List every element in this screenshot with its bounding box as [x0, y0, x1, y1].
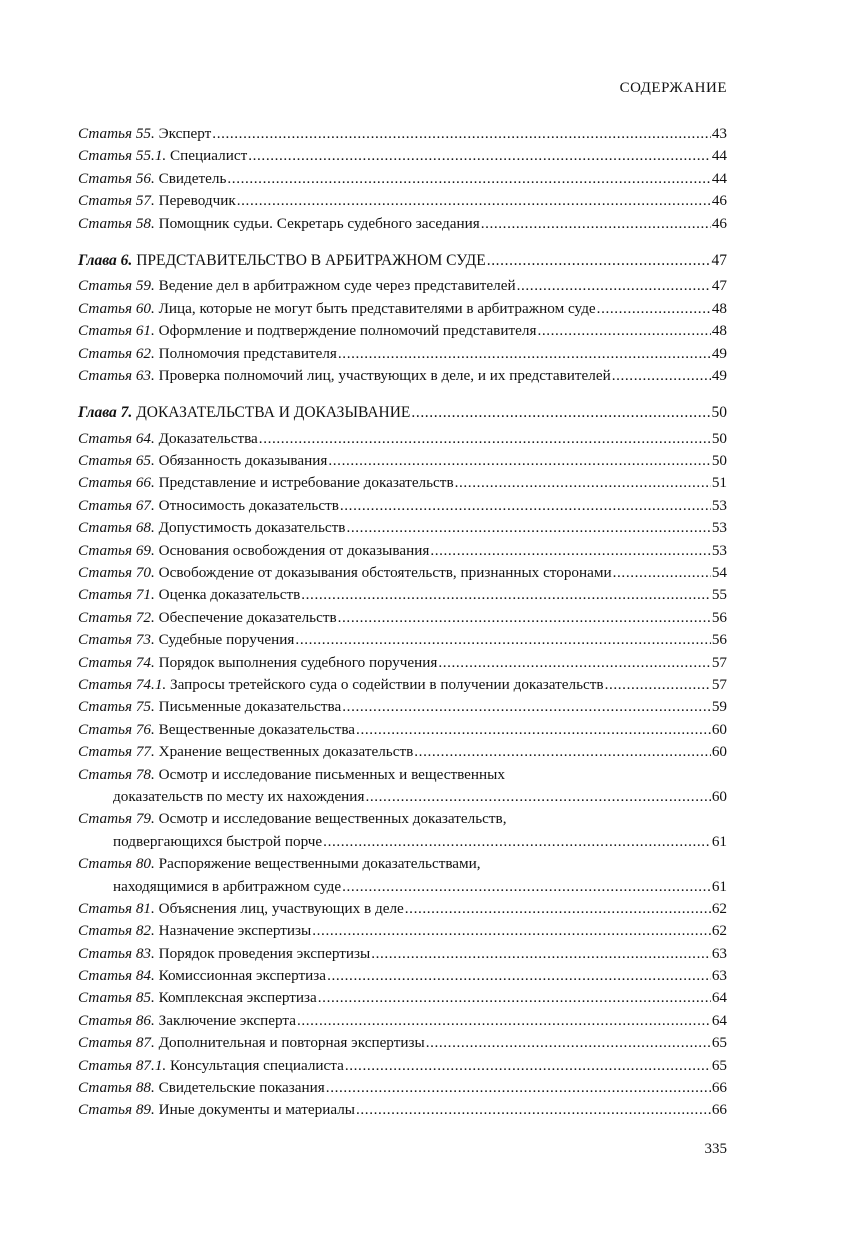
article-title: Назначение экспертизы: [158, 922, 312, 940]
article-number: Статья 59.: [78, 277, 155, 295]
article-number: Статья 56.: [78, 169, 155, 187]
toc-entry: [78, 343, 727, 365]
dot-leader: [340, 495, 711, 517]
article-title: Основания освобождения от доказывания: [158, 541, 430, 559]
page-ref: 59: [711, 698, 727, 716]
chapter-number: Глава 7.: [78, 404, 133, 422]
page-ref: 65: [711, 1056, 727, 1074]
page-ref: 48: [711, 299, 727, 317]
article-number: Статья 62.: [78, 344, 155, 362]
article-number: Статья 73.: [78, 631, 155, 649]
dot-leader: [426, 1032, 711, 1054]
dot-leader: [605, 674, 711, 696]
page-ref: 62: [711, 922, 727, 940]
article-number: Статья 77.: [78, 743, 155, 761]
dot-leader: [517, 275, 711, 297]
toc-entry: [78, 629, 727, 651]
article-title: Переводчик: [158, 192, 236, 210]
page-ref: 66: [711, 1079, 727, 1097]
toc-entry: [78, 1010, 727, 1032]
toc-entry-line: [78, 853, 727, 875]
dot-leader: [455, 472, 711, 494]
toc-entry: [78, 472, 727, 494]
article-title-continued: подвергающихся быстрой порче: [113, 832, 323, 850]
page-ref: 50: [711, 404, 727, 422]
dot-leader: [297, 1010, 711, 1032]
toc-entry: [78, 562, 727, 584]
dot-leader: [487, 250, 711, 272]
dot-leader: [301, 584, 711, 606]
running-header: СОДЕРЖАНИЕ: [619, 80, 727, 96]
toc-chapter: [78, 402, 727, 424]
article-title: Осмотр и исследование письменных и вещественных: [158, 765, 505, 783]
toc-entry: [78, 741, 727, 763]
toc-entry: [78, 831, 727, 853]
article-title: Судебные поручения: [158, 631, 295, 649]
page-ref: 66: [711, 1101, 727, 1119]
toc-entry: [78, 674, 727, 696]
article-number: Статья 87.1.: [78, 1056, 167, 1074]
article-number: Статья 65.: [78, 452, 155, 470]
page-ref: 60: [711, 787, 727, 805]
dot-leader: [227, 168, 710, 190]
page-ref: 44: [711, 169, 727, 187]
toc-entry-line: [78, 764, 727, 786]
dot-leader: [295, 629, 710, 651]
toc-entry: [78, 365, 727, 387]
article-number: Статья 85.: [78, 989, 155, 1007]
article-number: Статья 66.: [78, 474, 155, 492]
article-title: Лица, которые не могут быть представителями в арбитражном суде: [158, 299, 596, 317]
article-title: Хранение вещественных доказательств: [158, 743, 414, 761]
article-number: Статья 81.: [78, 899, 155, 917]
page-ref: 54: [711, 564, 727, 582]
dot-leader: [371, 943, 711, 965]
page-ref: 50: [711, 452, 727, 470]
page-ref: 47: [711, 277, 727, 295]
page-ref: 57: [711, 675, 727, 693]
page-ref: 48: [711, 322, 727, 340]
article-number: Статья 57.: [78, 192, 155, 210]
article-number: Статья 71.: [78, 586, 155, 604]
article-title: Допустимость доказательств: [158, 519, 346, 537]
dot-leader: [365, 786, 710, 808]
page-ref: 53: [711, 496, 727, 514]
article-title: Письменные доказательства: [158, 698, 342, 716]
article-number: Статья 68.: [78, 519, 155, 537]
dot-leader: [537, 320, 710, 342]
article-number: Статья 67.: [78, 496, 155, 514]
toc-entry: [78, 920, 727, 942]
page-ref: 64: [711, 1011, 727, 1029]
dot-leader: [430, 540, 710, 562]
page-ref: 57: [711, 653, 727, 671]
page-ref: 61: [711, 832, 727, 850]
dot-leader: [613, 562, 711, 584]
toc-entry: [78, 965, 727, 987]
page-ref: 51: [711, 474, 727, 492]
toc-entry: [78, 876, 727, 898]
dot-leader: [414, 741, 711, 763]
toc-entry: [78, 428, 727, 450]
article-title: Оценка доказательств: [158, 586, 301, 604]
page-ref: 49: [711, 366, 727, 384]
dot-leader: [327, 965, 711, 987]
toc-entry: [78, 943, 727, 965]
dot-leader: [248, 145, 711, 167]
toc-entry: [78, 298, 727, 320]
article-title: Заключение эксперта: [158, 1011, 296, 1029]
page-ref: 46: [711, 192, 727, 210]
chapter-number: Глава 6.: [78, 251, 133, 269]
article-title: Иные документы и материалы: [158, 1101, 355, 1119]
page-ref: 56: [711, 631, 727, 649]
toc-entry: [78, 696, 727, 718]
article-title: Свидетельские показания: [158, 1079, 325, 1097]
dot-leader: [597, 298, 711, 320]
page-ref: 47: [711, 251, 727, 269]
dot-leader: [237, 190, 711, 212]
article-number: Статья 61.: [78, 322, 155, 340]
article-title: Оформление и подтверждение полномочий представителя: [158, 322, 537, 340]
dot-leader: [259, 428, 711, 450]
article-number: Статья 58.: [78, 214, 155, 232]
toc-entry: [78, 145, 727, 167]
article-title: Освобождение от доказывания обстоятельств, признанных сторонами: [158, 564, 612, 582]
dot-leader: [356, 1099, 711, 1121]
article-title: Порядок выполнения судебного поручения: [158, 653, 438, 671]
article-number: Статья 79.: [78, 810, 155, 828]
article-title-continued: доказательств по месту их нахождения: [113, 787, 365, 805]
toc-entry: [78, 1099, 727, 1121]
page-ref: 49: [711, 344, 727, 362]
page-ref: 62: [711, 899, 727, 917]
article-title: Осмотр и исследование вещественных доказательств,: [158, 810, 507, 828]
page-ref: 60: [711, 720, 727, 738]
chapter-title: ПРЕДСТАВИТЕЛЬСТВО В АРБИТРАЖНОМ СУДЕ: [136, 251, 486, 269]
article-title-continued: находящимися в арбитражном суде: [113, 877, 342, 895]
page-ref: 60: [711, 743, 727, 761]
toc-entry: [78, 450, 727, 472]
toc-entry: [78, 652, 727, 674]
article-title: Комиссионная экспертиза: [158, 967, 327, 985]
dot-leader: [328, 450, 710, 472]
page-ref: 64: [711, 989, 727, 1007]
article-title: Объяснения лиц, участвующих в деле: [158, 899, 404, 917]
toc-entry: [78, 495, 727, 517]
article-number: Статья 84.: [78, 967, 155, 985]
article-number: Статья 82.: [78, 922, 155, 940]
chapter-title: ДОКАЗАТЕЛЬСТВА И ДОКАЗЫВАНИЕ: [136, 404, 411, 422]
article-number: Статья 76.: [78, 720, 155, 738]
toc-entry: [78, 1032, 727, 1054]
article-title: Относимость доказательств: [158, 496, 339, 514]
article-number: Статья 89.: [78, 1101, 155, 1119]
dot-leader: [212, 123, 711, 145]
article-number: Статья 64.: [78, 429, 155, 447]
page-ref: 63: [711, 944, 727, 962]
page-ref: 61: [711, 877, 727, 895]
toc-entry: [78, 123, 727, 145]
toc-entry: [78, 320, 727, 342]
table-of-contents: [78, 123, 727, 1122]
article-number: Статья 55.: [78, 125, 155, 142]
dot-leader: [612, 365, 711, 387]
article-number: Статья 63.: [78, 366, 155, 384]
dot-leader: [405, 898, 711, 920]
page-number: 335: [704, 1141, 727, 1157]
article-title: Свидетель: [158, 169, 227, 187]
toc-entry: [78, 168, 727, 190]
toc-entry-line: [78, 808, 727, 830]
article-number: Статья 87.: [78, 1034, 155, 1052]
article-title: Распоряжение вещественными доказательствами,: [158, 855, 481, 873]
toc-entry: [78, 607, 727, 629]
dot-leader: [345, 1055, 711, 1077]
dot-leader: [481, 213, 711, 235]
article-number: Статья 60.: [78, 299, 155, 317]
article-title: Дополнительная и повторная экспертизы: [158, 1034, 425, 1052]
page-ref: 55: [711, 586, 727, 604]
toc-entry: [78, 987, 727, 1009]
page-ref: 46: [711, 214, 727, 232]
dot-leader: [438, 652, 711, 674]
article-title: Доказательства: [158, 429, 258, 447]
article-title: Запросы третейского суда о содействии в получении доказательств: [170, 675, 604, 693]
page-ref: 53: [711, 541, 727, 559]
page-ref: 43: [711, 125, 727, 142]
toc-entry: [78, 898, 727, 920]
dot-leader: [342, 696, 711, 718]
article-title: Порядок проведения экспертизы: [158, 944, 371, 962]
toc-entry: [78, 1055, 727, 1077]
article-number: Статья 88.: [78, 1079, 155, 1097]
dot-leader: [356, 719, 711, 741]
dot-leader: [312, 920, 711, 942]
dot-leader: [318, 987, 711, 1009]
article-title: Эксперт: [158, 125, 212, 142]
article-number: Статья 69.: [78, 541, 155, 559]
toc-entry: [78, 1077, 727, 1099]
dot-leader: [338, 607, 711, 629]
article-title: Вещественные доказательства: [158, 720, 356, 738]
page-ref: 63: [711, 967, 727, 985]
article-title: Ведение дел в арбитражном суде через представителей: [158, 277, 516, 295]
article-number: Статья 78.: [78, 765, 155, 783]
toc-entry: [78, 190, 727, 212]
article-number: Статья 83.: [78, 944, 155, 962]
article-title: Полномочия представителя: [158, 344, 337, 362]
article-title: Представление и истребование доказательств: [158, 474, 454, 492]
toc-entry: [78, 786, 727, 808]
dot-leader: [323, 831, 711, 853]
dot-leader: [338, 343, 711, 365]
article-title: Обеспечение доказательств: [158, 608, 337, 626]
article-title: Специалист: [170, 147, 248, 165]
article-title: Комплексная экспертиза: [158, 989, 317, 1007]
toc-entry: [78, 275, 727, 297]
article-number: Статья 72.: [78, 608, 155, 626]
toc-entry: [78, 584, 727, 606]
dot-leader: [411, 402, 710, 424]
article-number: Статья 75.: [78, 698, 155, 716]
page-ref: 53: [711, 519, 727, 537]
dot-leader: [346, 517, 710, 539]
page-ref: 65: [711, 1034, 727, 1052]
page-ref: 56: [711, 608, 727, 626]
article-number: Статья 74.1.: [78, 675, 167, 693]
page-ref: 50: [711, 429, 727, 447]
article-number: Статья 74.: [78, 653, 155, 671]
page-ref: 44: [711, 147, 727, 165]
article-title: Помощник судьи. Секретарь судебного заседания: [158, 214, 480, 232]
toc-entry: [78, 719, 727, 741]
article-number: Статья 80.: [78, 855, 155, 873]
article-title: Проверка полномочий лиц, участвующих в деле, и их представителей: [158, 366, 611, 384]
article-number: Статья 86.: [78, 1011, 155, 1029]
toc-chapter: [78, 250, 727, 272]
article-title: Обязанность доказывания: [158, 452, 328, 470]
article-number: Статья 55.1.: [78, 147, 167, 165]
article-number: Статья 70.: [78, 564, 155, 582]
toc-entry: [78, 517, 727, 539]
toc-entry: [78, 540, 727, 562]
article-title: Консультация специалиста: [170, 1056, 344, 1074]
dot-leader: [326, 1077, 711, 1099]
toc-entry: [78, 213, 727, 235]
dot-leader: [342, 876, 711, 898]
